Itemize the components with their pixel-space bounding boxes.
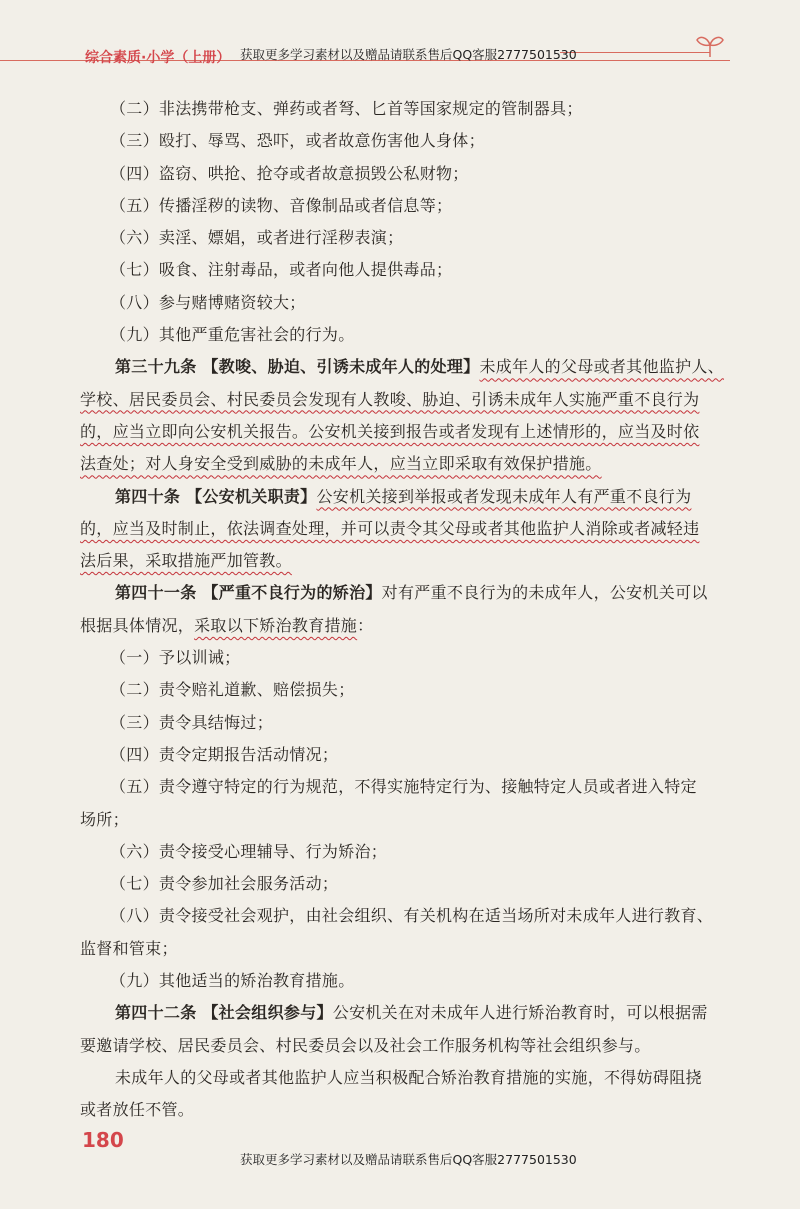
header-promo-note: 获取更多学习素材以及赠品请联系售后QQ客服2777501530 bbox=[240, 47, 577, 62]
list-item: （八）参与赌博赌资较大； bbox=[110, 292, 306, 312]
list-item: （八）责令接受社会观护，由社会组织、有关机构在适当场所对未成年人进行教育、 bbox=[110, 906, 714, 926]
list-item: （四）盗窃、哄抢、抢夺或者故意损毁公私财物； bbox=[110, 163, 469, 183]
header-rule-secondary bbox=[560, 52, 710, 53]
underlined-text: 公安机关接到举报或者发现未成年人有严重不良行为 bbox=[316, 486, 692, 506]
article-39-line bbox=[80, 448, 730, 480]
article-42-line bbox=[80, 997, 730, 1029]
list-item: （三）殴打、辱骂、恐吓，或者故意伤害他人身体； bbox=[110, 131, 485, 151]
sprout-icon bbox=[695, 32, 725, 58]
list-item: （二）非法携带枪支、弹药或者弩、匕首等国家规定的管制器具； bbox=[110, 99, 583, 118]
article-39-line bbox=[80, 416, 730, 448]
list-item: （三）责令具结悔过； bbox=[110, 712, 274, 732]
list-item: （七）责令参加社会服务活动； bbox=[110, 874, 339, 894]
underlined-text: 的，应当及时制止，依法调查处理，并可以责令其父母或者其他监护人消除或者减轻违 bbox=[80, 518, 700, 538]
article-41-heading: 第四十一条 【严重不良行为的矫治】 bbox=[115, 583, 382, 603]
underlined-text: 的，应当立即向公安机关报告。公安机关接到报告或者发现有上述情形的，应当及时依 bbox=[80, 421, 700, 441]
article-41-line bbox=[80, 577, 730, 609]
list-item-continuation: 监督和管束； bbox=[80, 938, 178, 958]
underlined-text: 采取以下矫治教育措施 bbox=[194, 615, 358, 635]
article-40-line bbox=[80, 513, 730, 545]
underlined-text: 法查处；对人身安全受到威胁的未成年人，应当立即采取有效保护措施。 bbox=[80, 454, 602, 474]
article-text: ： bbox=[357, 615, 374, 635]
article-40-line bbox=[80, 545, 730, 577]
page-number: 180 bbox=[82, 1128, 124, 1152]
article-42-line: 或者放任不管。 bbox=[80, 1100, 195, 1120]
underlined-text: 学校、居民委员会、村民委员会发现有人教唆、胁迫、引诱未成年人实施严重不良行为 bbox=[80, 389, 700, 409]
article-39-heading: 第三十九条 【教唆、胁迫、引诱未成年人的处理】 bbox=[115, 357, 480, 377]
list-item: （六）卖淫、嫖娼，或者进行淫秽表演； bbox=[110, 228, 404, 248]
article-42-line: 未成年人的父母或者其他监护人应当积极配合矫治教育措施的实施，不得妨碍阻挠 bbox=[115, 1067, 702, 1087]
list-item: （七）吸食、注射毒品，或者向他人提供毒品； bbox=[110, 260, 453, 280]
article-40-heading: 第四十条 【公安机关职责】 bbox=[115, 486, 317, 506]
article-39-line bbox=[80, 351, 730, 383]
article-40-line bbox=[80, 481, 730, 513]
article-42-heading: 第四十二条 【社会组织参与】 bbox=[115, 1003, 333, 1023]
list-item: （五）责令遵守特定的行为规范，不得实施特定行为、接触特定人员或者进入特定 bbox=[110, 777, 697, 797]
list-item: （四）责令定期报告活动情况； bbox=[110, 744, 339, 764]
article-text: 对有严重不良行为的未成年人，公安机关可以 bbox=[381, 583, 708, 603]
list-item: （二）责令赔礼道歉、赔偿损失； bbox=[110, 680, 355, 700]
list-item: （九）其他适当的矫治教育措施。 bbox=[110, 971, 355, 991]
list-item: （一）予以训诫； bbox=[110, 648, 241, 668]
article-41-line bbox=[80, 610, 730, 642]
page-body bbox=[80, 93, 730, 1127]
list-item: （六）责令接受心理辅导、行为矫治； bbox=[110, 841, 388, 861]
underlined-text: 法后果，采取措施严加管教。 bbox=[80, 551, 292, 571]
footer-promo-note: 获取更多学习素材以及赠品请联系售后QQ客服2777501530 bbox=[240, 1152, 577, 1167]
article-text: 根据具体情况， bbox=[80, 615, 195, 635]
article-text: 公安机关在对未成年人进行矫治教育时，可以根据需 bbox=[332, 1003, 708, 1023]
list-item-continuation: 场所； bbox=[80, 809, 129, 829]
list-item: （九）其他严重危害社会的行为。 bbox=[110, 325, 355, 345]
list-item: （五）传播淫秽的读物、音像制品或者信息等； bbox=[110, 195, 453, 215]
article-39-line bbox=[80, 384, 730, 416]
underlined-text: 未成年人的父母或者其他监护人、 bbox=[479, 357, 724, 377]
article-42-line: 要邀请学校、居民委员会、村民委员会以及社会工作服务机构等社会组织参与。 bbox=[80, 1035, 651, 1055]
book-title: 综合素质·小学（上册） bbox=[85, 50, 231, 66]
